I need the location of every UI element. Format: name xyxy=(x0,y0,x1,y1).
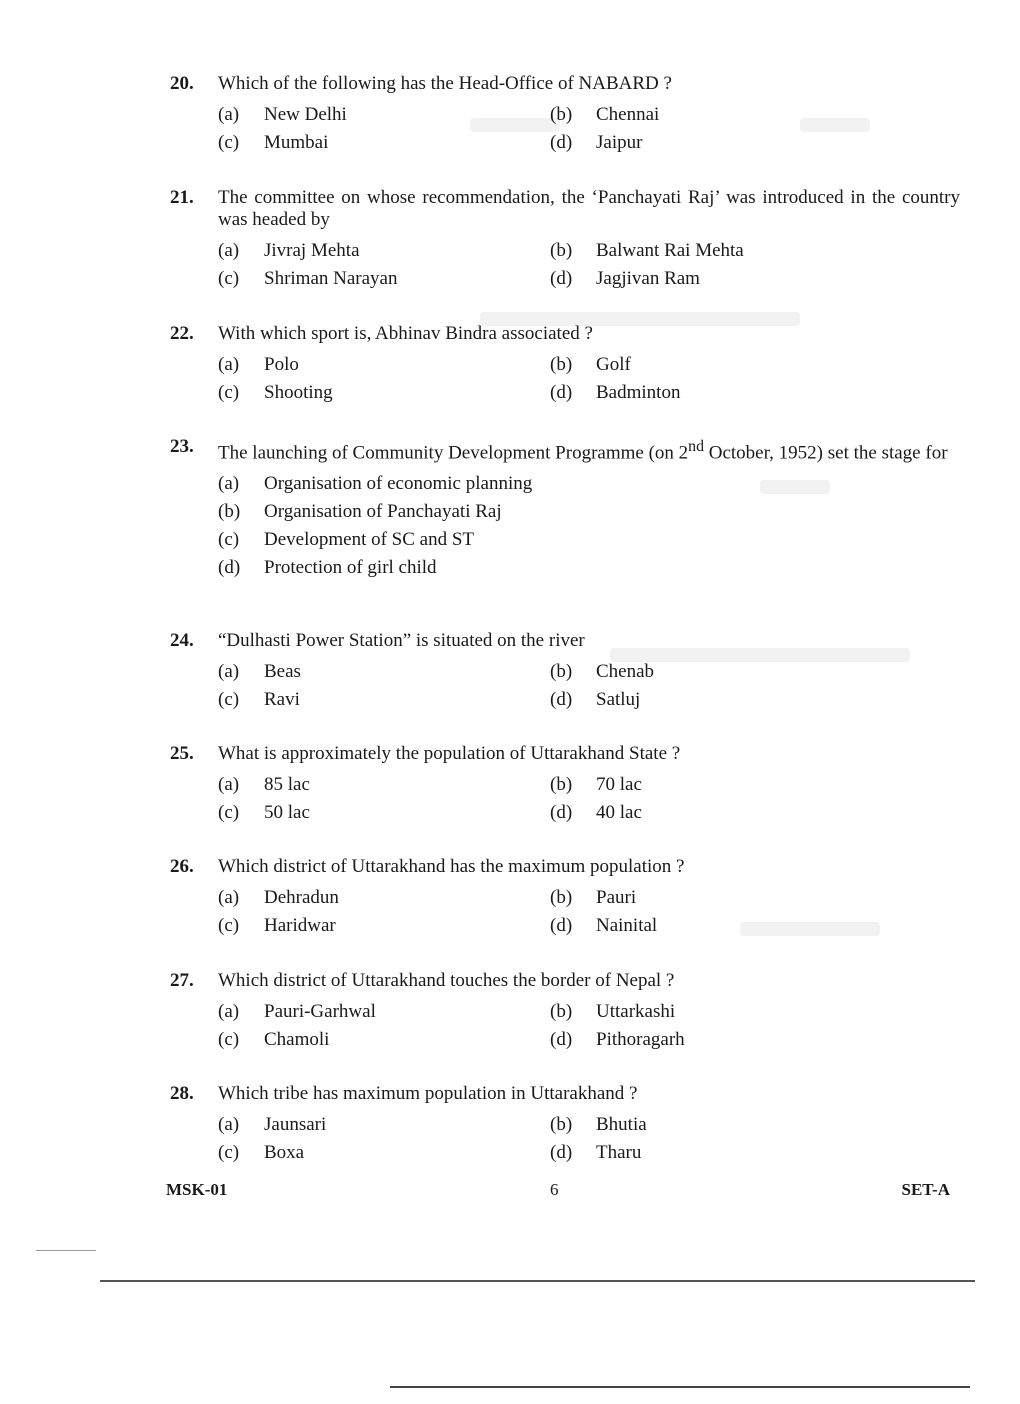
page-number: 6 xyxy=(550,1180,559,1199)
option-c[interactable]: (c) Boxa xyxy=(218,1142,305,1163)
question-number: 21. xyxy=(170,187,194,208)
option-b[interactable]: (b) Balwant Rai Mehta xyxy=(550,240,744,261)
paper-code: MSK-01 xyxy=(166,1180,228,1199)
question-text: With which sport is, Abhinav Bindra associated ? xyxy=(218,323,593,344)
options-grid xyxy=(218,658,960,714)
options-grid xyxy=(218,998,960,1054)
option-d[interactable]: (d) Tharu xyxy=(550,1142,642,1163)
option-d[interactable]: (d) Badminton xyxy=(550,382,681,403)
question-text: What is approximately the population of Uttarakhand State ? xyxy=(218,743,681,764)
question-number: 26. xyxy=(170,856,194,877)
option-c[interactable]: (c) 50 lac xyxy=(218,802,310,823)
option-a[interactable]: (a) New Delhi xyxy=(218,104,347,125)
option-d[interactable]: (d) Satluj xyxy=(550,689,641,710)
question-number: 28. xyxy=(170,1083,194,1104)
option-b[interactable]: (b) Chennai xyxy=(550,104,660,125)
option-b[interactable]: (b) Chenab xyxy=(550,661,655,682)
options-list xyxy=(218,470,960,582)
options-grid xyxy=(218,1111,960,1167)
options-grid xyxy=(218,101,960,157)
option-d[interactable]: (d) Protection of girl child xyxy=(218,557,437,579)
option-b[interactable]: (b) Golf xyxy=(550,354,631,375)
option-a[interactable]: (a) Polo xyxy=(218,354,299,375)
question-text: The launching of Community Development Programme (on 2nd October, 1952) set the stage for xyxy=(218,438,948,464)
option-a[interactable]: (a) Jaunsari xyxy=(218,1114,327,1135)
scan-line xyxy=(100,1280,975,1282)
option-b[interactable]: (b) Organisation of Panchayati Raj xyxy=(218,501,502,523)
options-grid xyxy=(218,237,960,293)
option-a[interactable]: (a) Jivraj Mehta xyxy=(218,240,360,261)
question-26 xyxy=(170,856,960,940)
question-number: 23. xyxy=(170,436,194,457)
question-number: 24. xyxy=(170,630,194,651)
option-d[interactable]: (d) 40 lac xyxy=(550,802,642,823)
option-b[interactable]: (b) 70 lac xyxy=(550,774,642,795)
options-grid xyxy=(218,351,960,407)
options-grid xyxy=(218,771,960,827)
question-text: Which district of Uttarakhand touches the border of Nepal ? xyxy=(218,970,675,991)
option-d[interactable]: (d) Pithoragarh xyxy=(550,1029,685,1050)
question-number: 20. xyxy=(170,73,194,94)
question-number: 22. xyxy=(170,323,194,344)
option-c[interactable]: (c) Ravi xyxy=(218,689,300,710)
option-c[interactable]: (c) Development of SC and ST xyxy=(218,529,475,551)
question-23 xyxy=(170,436,960,582)
option-b[interactable]: (b) Pauri xyxy=(550,887,637,908)
question-number: 25. xyxy=(170,743,194,764)
option-a[interactable]: (a) Dehradun xyxy=(218,887,339,908)
question-text: Which tribe has maximum population in Uttarakhand ? xyxy=(218,1083,638,1104)
option-d[interactable]: (d) Jaipur xyxy=(550,132,643,153)
question-25 xyxy=(170,743,960,827)
question-27 xyxy=(170,970,960,1054)
options-grid xyxy=(218,884,960,940)
option-a[interactable]: (a) Pauri-Garhwal xyxy=(218,1001,376,1022)
question-number: 27. xyxy=(170,970,194,991)
option-c[interactable]: (c) Shriman Narayan xyxy=(218,268,398,289)
option-c[interactable]: (c) Mumbai xyxy=(218,132,329,153)
question-20 xyxy=(170,73,960,157)
question-24 xyxy=(170,630,960,714)
question-21 xyxy=(170,187,960,293)
option-d[interactable]: (d) Nainital xyxy=(550,915,658,936)
question-text: The committee on whose recommendation, the ‘Panchayati Raj’ was introduced in the country was headed by xyxy=(218,187,960,230)
option-b[interactable]: (b) Uttarkashi xyxy=(550,1001,676,1022)
option-d[interactable]: (d) Jagjivan Ram xyxy=(550,268,700,289)
question-28 xyxy=(170,1083,960,1167)
option-c[interactable]: (c) Chamoli xyxy=(218,1029,330,1050)
page-footer xyxy=(166,1180,950,1204)
option-b[interactable]: (b) Bhutia xyxy=(550,1114,647,1135)
set-label: SET-A xyxy=(901,1180,950,1199)
question-text: Which of the following has the Head-Office of NABARD ? xyxy=(218,73,672,94)
scan-line xyxy=(390,1386,970,1388)
option-a[interactable]: (a) Beas xyxy=(218,661,301,682)
question-22 xyxy=(170,323,960,407)
option-c[interactable]: (c) Haridwar xyxy=(218,915,336,936)
scan-line xyxy=(36,1250,96,1251)
option-c[interactable]: (c) Shooting xyxy=(218,382,333,403)
question-text: Which district of Uttarakhand has the maximum population ? xyxy=(218,856,685,877)
option-a[interactable]: (a) 85 lac xyxy=(218,774,310,795)
option-a[interactable]: (a) Organisation of economic planning xyxy=(218,473,533,495)
question-text: “Dulhasti Power Station” is situated on the river xyxy=(218,630,585,651)
